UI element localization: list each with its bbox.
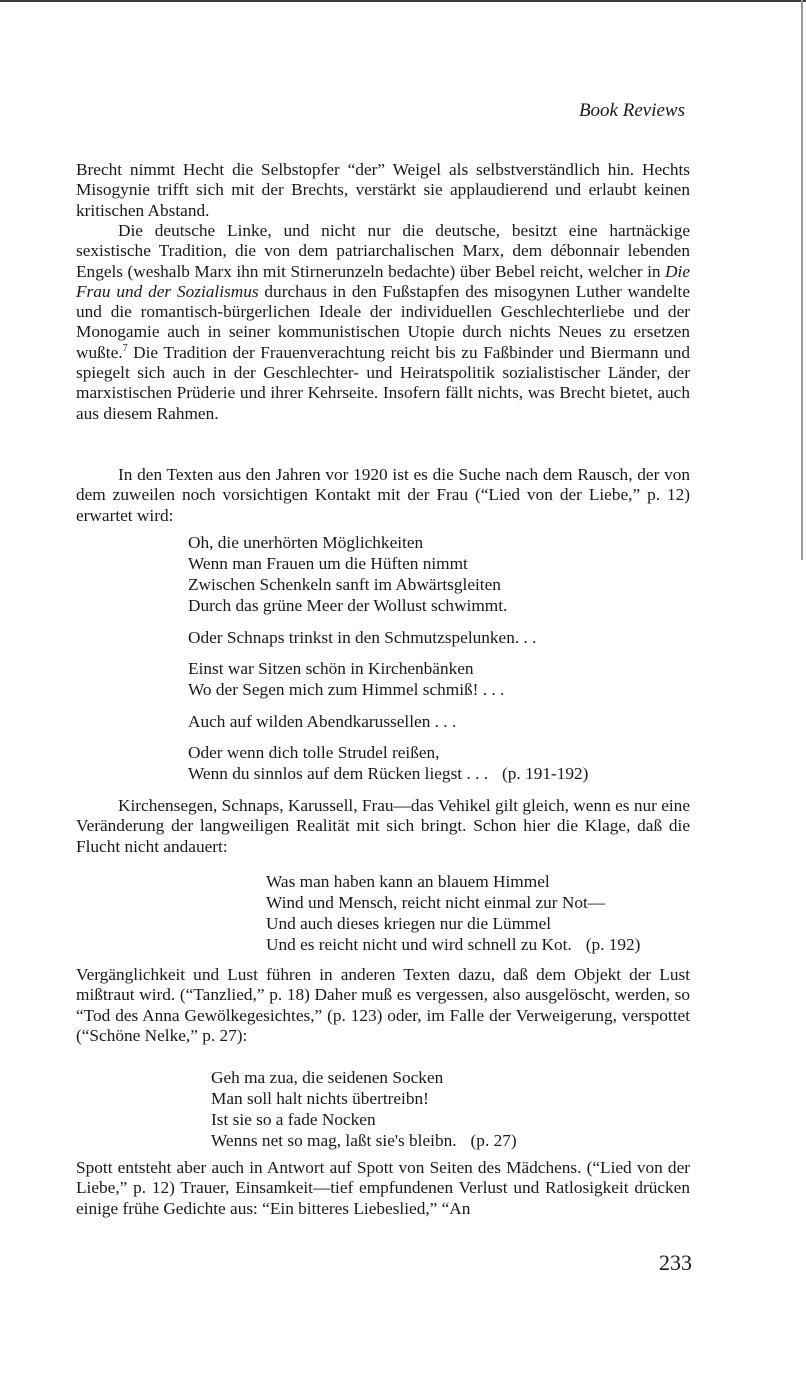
paragraph-2: Die deutsche Linke, und nicht nur die deutsche, besitzt eine hartnäckige sexistische Tradition, die von dem patriarchalischen Marx, dem débonnair lebenden Engels (weshalb Marx ihn mit Stirnerunzeln bedachte) über Bebel reicht, welcher in Die Frau und der Sozialismus durchaus in den Fußstapfen des misogynen Luther wandelte und die romantisch-bürgerlichen Ideale der individuellen Geschlechterliebe und der Monogamie auch in seiner kommunistischen Utopie durch nichts Neues zu ersetzen wußte.$^7$ Die Tradition der Frauenverachtung reicht bis zu Faßbinder und Biermann und spiegelt sich auch in der Geschlechter- und Heiratspolitik sozialistischer Länder, der marxistischen Prüderie und ihrer Kehrseite. Insofern fällt nichts, was Brecht bietet, auch aus diesem Rahmen.	[76, 221, 690, 423]
poem-citation: (p. 192)	[585, 935, 641, 954]
poem-1-stanza	[188, 627, 688, 648]
poem-line: Durch das grüne Meer der Wollust schwimmt.	[188, 596, 508, 615]
poem-1-stanza	[188, 711, 688, 732]
paragraph-4: Kirchensegen, Schnaps, Karussell, Frau—das Vehikel gilt gleich, wenn es nur eine Veränderung der langweiligen Realität mit sich bringt. Schon hier die Klage, daß die Flucht nicht andauert:	[76, 796, 690, 856]
poem-line: Ist sie so a fade Nocken	[211, 1110, 376, 1129]
page-number: 233	[659, 1250, 692, 1275]
poem-line: Oh, die unerhörten Möglichkeiten	[188, 533, 424, 552]
poem-3	[211, 1067, 631, 1151]
poem-line: Man soll halt nichts übertreibn!	[211, 1089, 429, 1108]
poem-line: Wind und Mensch, reicht nicht einmal zur Not—	[266, 893, 606, 912]
page-top-edge	[0, 0, 806, 2]
running-head: Book Reviews	[578, 100, 685, 121]
poem-line: Wenns net so mag, laßt sie's bleibn. (p. 27)	[211, 1131, 517, 1150]
poem-line: Wenn du sinnlos auf dem Rücken liegst . . . (p. 191-192)	[188, 764, 589, 783]
poem-1-stanza	[188, 658, 688, 700]
poem-citation: (p. 27)	[470, 1131, 517, 1150]
footnote-marker: 7	[122, 343, 128, 355]
poem-line: Und es reicht nicht und wird schnell zu Kot. (p. 192)	[266, 935, 641, 954]
poem-line: Auch auf wilden Abendkarussellen . . .	[188, 711, 457, 731]
poem-2	[266, 871, 696, 955]
book-title: Die Frau und der Sozialismus	[76, 261, 690, 301]
poem-line: Zwischen Schenkeln sanft im Abwärtsgleiten	[188, 575, 501, 594]
poem-citation: (p. 191-192)	[502, 764, 589, 783]
paragraph-1: Brecht nimmt Hecht die Selbstopfer “der” Weigel als selbstverständlich hin. Hechts Misogynie trifft sich mit der Brechts, verstärkt sie applaudierend und erlaubt keinen kritischen Abstand.	[76, 160, 690, 220]
poem-1	[188, 532, 688, 784]
poem-line: Und auch dieses kriegen nur die Lümmel	[266, 914, 552, 933]
poem-line: Geh ma zua, die seidenen Socken	[211, 1068, 444, 1087]
poem-line: Was man haben kann an blauem Himmel	[266, 872, 550, 891]
poem-line: Oder wenn dich tolle Strudel reißen,	[188, 743, 440, 762]
page-right-edge	[801, 0, 803, 560]
poem-1-stanza	[188, 742, 688, 784]
poem-1-stanza	[188, 532, 688, 616]
poem-line: Einst war Sitzen schön in Kirchenbänken	[188, 659, 474, 678]
poem-line: Wenn man Frauen um die Hüften nimmt	[188, 554, 468, 573]
poem-line: Wo der Segen mich zum Himmel schmiß! . . .	[188, 680, 505, 699]
poem-line: Oder Schnaps trinkst in den Schmutzspelunken. . .	[188, 627, 537, 647]
paragraph-5: Vergänglichkeit und Lust führen in anderen Texten dazu, daß dem Objekt der Lust mißtraut wird. (“Tanzlied,” p. 18) Daher muß es vergessen, also ausgelöscht, werden, so “Tod des Anna Gewölkegesichtes,” (p. 123) oder, im Falle der Verweigerung, verspottet (“Schöne Nelke,” p. 27):	[76, 965, 690, 1045]
paragraph-3: In den Texten aus den Jahren vor 1920 ist es die Suche nach dem Rausch, der von dem zuweilen noch vorsichtigen Kontakt mit der Frau (“Lied von der Liebe,” p. 12) erwartet wird:	[76, 465, 690, 525]
paragraph-6: Spott entsteht aber auch in Antwort auf Spott von Seiten des Mädchens. (“Lied von der Liebe,” p. 12) Trauer, Einsamkeit—tief empfundenen Verlust und Ratlosigkeit drücken einige frühe Gedichte aus: “Ein bitteres Liebeslied,” “An	[76, 1158, 690, 1218]
